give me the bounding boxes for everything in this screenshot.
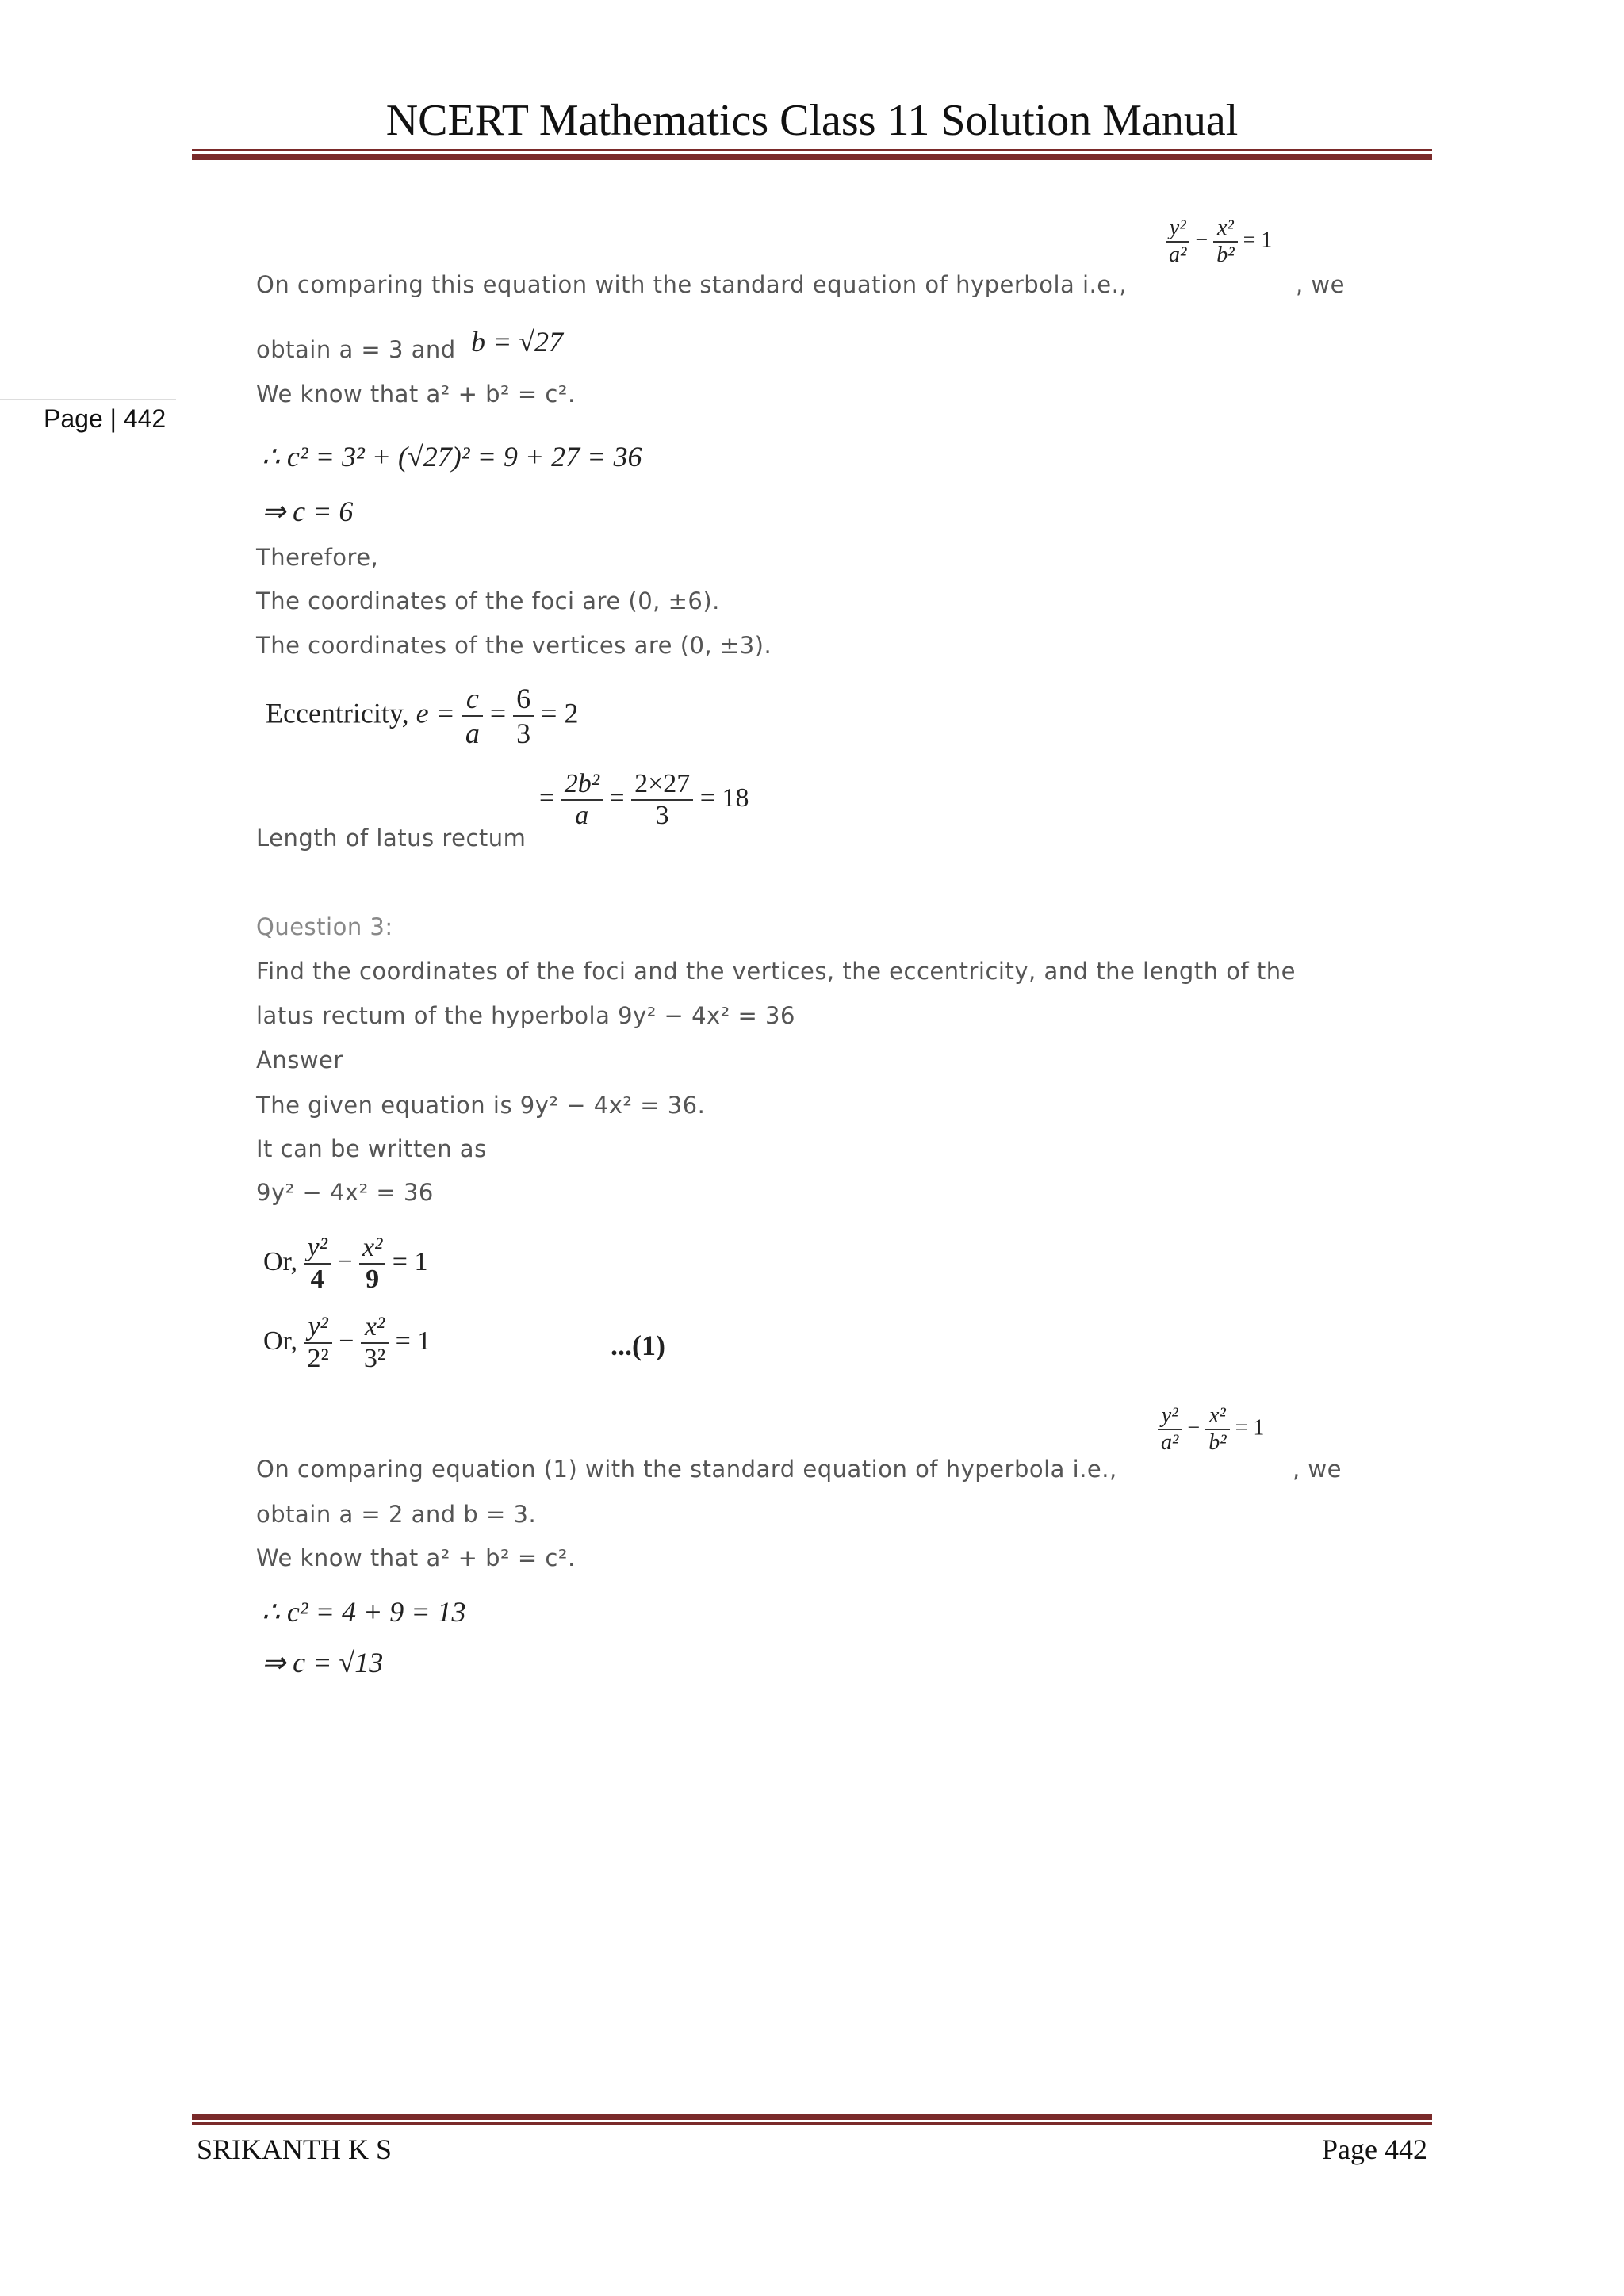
math-c-squared: ∴ c² = 3² + (√27)² = 9 + 27 = 36: [262, 441, 642, 473]
footer-rule-thin: [192, 2122, 1432, 2125]
fraction: $\frac{2\times 27}{3}$: [631, 769, 693, 831]
answer-line-3: 9y² − 4x² = 36: [256, 1179, 434, 1206]
fraction: $\frac{\text{y²}}{\text{a²}}$: [1166, 216, 1189, 268]
eccentricity-formula: Eccentricity, e = $\frac{c}{a}$ = $\frac{6}{3}$ = 2: [266, 683, 579, 749]
footer-author: SRIKANTH K S: [197, 2133, 393, 2165]
fraction: $\frac{6}{3}$: [513, 682, 534, 750]
standard-hyperbola-equation-1: $\frac{\text{y²}}{\text{a²}}$ − $\frac{\text{x²}}{\text{b²}}$ = 1: [1166, 216, 1272, 268]
math-c-value: ⇒ c = 6: [262, 496, 354, 527]
standard-hyperbola-equation-2: $\frac{\text{y²}}{\text{a²}}$ − $\frac{\text{x²}}{\text{b²}}$ = 1: [1158, 1403, 1264, 1456]
margin-divider: [0, 399, 176, 400]
fraction: $\frac{\text{y²}}{\text{a²}}$: [1158, 1403, 1182, 1456]
answer-line-2: It can be written as: [256, 1135, 487, 1162]
equation-or-2: Or, $\frac{\text{y²}}{\text{2²}}$ − $\frac{\text{x²}}{\text{3²}}$ = 1: [263, 1312, 431, 1373]
eccentricity-label: Eccentricity,: [266, 697, 409, 729]
math-b-value: b = √27: [471, 326, 564, 358]
text-line-1: On comparing this equation with the standard equation of hyperbola i.e.,: [256, 271, 1128, 298]
text-line-2: obtain a = 3 and: [256, 336, 456, 363]
margin-page-number: Page | 442: [44, 404, 167, 433]
equation-tag-1: ...(1): [611, 1330, 665, 1361]
fraction: $\frac{\text{2b²}}{a}$: [561, 769, 603, 831]
footer-rule-thick: [192, 2114, 1432, 2120]
text-therefore: Therefore,: [256, 544, 379, 571]
fraction: $\frac{\text{x²}}{\text{3²}}$: [361, 1312, 389, 1374]
fraction: $\frac{\text{x²}}{9}$: [359, 1233, 385, 1295]
answer-label: Answer: [256, 1047, 343, 1073]
text-line-9: We know that a² + b² = c².: [256, 1544, 576, 1571]
text-line-7-end: , we: [1293, 1456, 1342, 1483]
fraction: $\frac{c}{a}$: [462, 682, 483, 750]
footer-page-number: Page 442: [1322, 2133, 1427, 2165]
latus-rectum-formula: = $\frac{\text{2b²}}{a}$ = $\frac{2\times 27}{3}$ = 18: [539, 769, 749, 830]
question-3-text-1: Find the coordinates of the foci and the vertices, the eccentricity, and the length of the: [256, 958, 1296, 985]
fraction: $\frac{\text{x²}}{\text{b²}}$: [1205, 1403, 1229, 1456]
equation-or-1: Or, $\frac{\text{y²}}{4}$ − $\frac{\text{x²}}{9}$ = 1: [263, 1233, 428, 1294]
fraction: $\frac{\text{x²}}{\text{b²}}$: [1213, 216, 1237, 268]
text-line-3: We know that a² + b² = c².: [256, 381, 576, 408]
question-3-text-2: latus rectum of the hyperbola 9y² − 4x² = 36: [256, 1002, 795, 1029]
answer-line-1: The given equation is 9y² − 4x² = 36.: [256, 1092, 706, 1119]
math-c-squared-2: ∴ c² = 4 + 9 = 13: [262, 1596, 466, 1628]
text-line-1-end: , we: [1296, 271, 1345, 298]
question-3-heading: Question 3:: [256, 913, 393, 940]
text-line-7: On comparing equation (1) with the standard equation of hyperbola i.e.,: [256, 1456, 1117, 1483]
header-rule-thick: [192, 154, 1432, 160]
text-latus-label: Length of latus rectum: [256, 825, 527, 851]
fraction: $\frac{\text{y²}}{4}$: [304, 1233, 331, 1295]
math-c-value-2: ⇒ c = √13: [262, 1647, 384, 1678]
header-rule-thin: [192, 149, 1432, 151]
text-foci: The coordinates of the foci are (0, ±6).: [256, 587, 720, 614]
text-vertices: The coordinates of the vertices are (0, ±3).: [256, 632, 772, 659]
fraction: $\frac{\text{y²}}{\text{2²}}$: [304, 1312, 332, 1374]
text-line-8: obtain a = 2 and b = 3.: [256, 1501, 537, 1528]
page-header-title: NCERT Mathematics Class 11 Solution Manual: [385, 96, 1239, 145]
